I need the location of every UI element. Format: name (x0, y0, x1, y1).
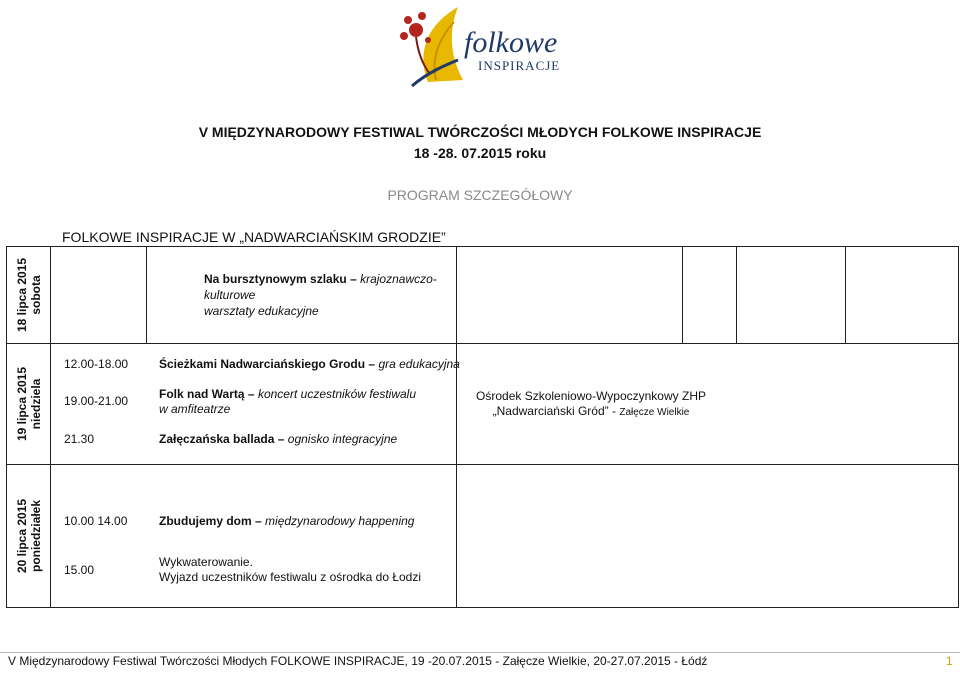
events-cell-day3 (51, 465, 457, 608)
event-time: 21.30 (64, 432, 95, 446)
footer-text: V Międzynarodowy Festiwal Twórczości Młodych FOLKOWE INSPIRACJE, 19 -20.07.2015 - Załęcze Wielkie, 20-27.07.2015 - Łódź (8, 654, 708, 668)
logo-emblem-icon (388, 2, 568, 92)
place-name: Ośrodek Szkoleniowo-Wypoczynkowy ZHP (476, 388, 706, 403)
logo-brand-main: folkowe (464, 26, 558, 59)
event-cell (147, 247, 457, 344)
place-cell-day2 (457, 344, 959, 465)
event-description-line2: warsztaty edukacyjne (204, 304, 319, 318)
event-time: 19.00-21.00 (64, 394, 129, 408)
date-cell-day1 (7, 247, 51, 344)
date-label: 20 lipca 2015 (14, 498, 29, 574)
empty-cell (683, 247, 737, 344)
place-cell-day3 (457, 465, 959, 608)
event-entry: Ścieżkami Nadwarciańskiego Grodu – gra edukacyjna (159, 357, 460, 371)
event-title: Na bursztynowym szlaku (204, 272, 347, 286)
event-entry: Wykwaterowanie. Wyjazd uczestników festiwalu z ośrodka do Łodzi (159, 555, 422, 584)
schedule-row-day3 (7, 465, 959, 608)
event-entry: Folk nad Wartą – koncert uczestników festiwalu w amfiteatrze (159, 387, 417, 416)
empty-cell (737, 247, 846, 344)
weekday-label: poniedziałek (28, 499, 43, 573)
page-number: 1 (946, 654, 953, 668)
event-time: 12.00-18.00 (64, 357, 129, 371)
date-cell-day3 (7, 465, 51, 608)
weekday-label: niedziela (28, 378, 43, 430)
event-time: 10.00 14.00 (64, 514, 128, 528)
festival-dates: 18 -28. 07.2015 roku (413, 145, 547, 161)
events-cell-day2 (51, 344, 460, 465)
date-label: 19 lipca 2015 (14, 366, 29, 442)
event-description: krajoznawczo-kulturowe (204, 272, 437, 302)
place-cell (457, 247, 683, 344)
date-label: 18 lipca 2015 (14, 257, 29, 333)
place-detail: „Nadwarciański Gród” - Załęcze Wielkie (492, 403, 690, 418)
logo-brand-sub: INSPIRACJE (478, 58, 561, 73)
schedule-table (6, 246, 959, 608)
festival-logo (388, 2, 568, 92)
date-cell-day2 (7, 344, 51, 465)
program-heading: PROGRAM SZCZEGÓŁOWY (387, 187, 573, 203)
dash: – (350, 272, 357, 286)
schedule-row-day2 (7, 344, 959, 465)
weekday-label: sobota (28, 275, 43, 315)
event-time: 15.00 (64, 563, 95, 577)
schedule-row-day1 (7, 247, 959, 344)
time-cell (51, 247, 147, 344)
event-entry: Załęczańska ballada – ognisko integracyjne (159, 432, 398, 446)
event-entry: Zbudujemy dom – międzynarodowy happening (159, 514, 415, 528)
section-title: FOLKOWE INSPIRACJE W „NADWARCIAŃSKIM GRODZIE” (62, 229, 446, 245)
festival-title: V MIĘDZYNARODOWY FESTIWAL TWÓRCZOŚCI MŁODYCH FOLKOWE INSPIRACJE (198, 124, 762, 140)
page-footer (0, 652, 960, 670)
empty-cell (846, 247, 959, 344)
